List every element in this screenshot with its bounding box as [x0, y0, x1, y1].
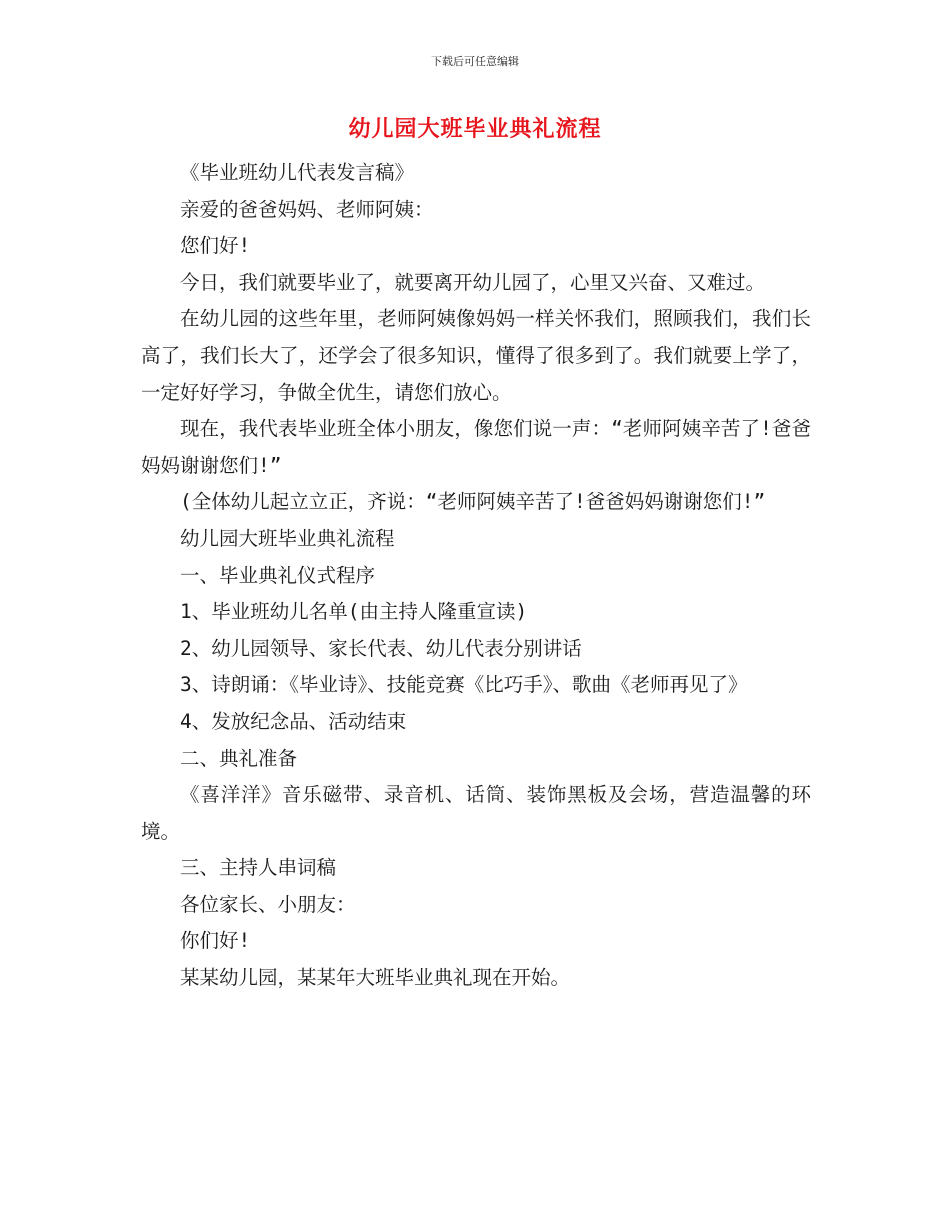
paragraph: 《毕业班幼儿代表发言稿》 — [180, 161, 415, 184]
paragraph: 一、毕业典礼仪式程序 — [180, 563, 376, 587]
paragraph: 亲爱的爸爸妈妈、老师阿姨： — [180, 197, 434, 221]
paragraph: 4、发放纪念品、活动结束 — [180, 709, 407, 733]
paragraph: 2、幼儿园领导、家长代表、幼儿代表分别讲话 — [180, 636, 582, 660]
paragraph: 三、主持人串词稿 — [180, 856, 337, 880]
paragraph: 二、典礼准备 — [180, 746, 298, 770]
paragraph: (全体幼儿起立立正，齐说：“老师阿姨辛苦了!爸爸妈妈谢谢您们!” — [180, 490, 766, 514]
paragraph: 《喜洋洋》音乐磁带、录音机、话筒、装饰黑板及会场，营造温馨的环境。 — [141, 783, 811, 843]
paragraph: 幼儿园大班毕业典礼流程 — [180, 526, 395, 550]
paragraph: 现在，我代表毕业班全体小朋友，像您们说一声：“老师阿姨辛苦了!爸爸妈妈谢谢您们!” — [141, 417, 811, 477]
document-body — [141, 155, 811, 997]
paragraph: 某某幼儿园，某某年大班毕业典礼现在开始。 — [180, 966, 571, 990]
paragraph: 各位家长、小朋友： — [180, 892, 356, 916]
paragraph: 3、诗朗诵：《毕业诗》、技能竞赛《比巧手》、歌曲《老师再见了》 — [180, 673, 748, 697]
paragraph: 在幼儿园的这些年里，老师阿姨像妈妈一样关怀我们，照顾我们，我们长高了，我们长大了，还学会了很多知识，懂得了很多到了。我们就要上学了，一定好好学习，争做全优生，请您们放心。 — [141, 307, 811, 404]
paragraph: 你们好! — [180, 929, 251, 953]
header-note: 下载后可任意编辑 — [431, 55, 519, 68]
document-title: 幼儿园大班毕业典礼流程 — [348, 117, 602, 142]
paragraph: 1、毕业班幼儿名单(由主持人隆重宣读) — [180, 600, 528, 624]
paragraph: 您们好! — [180, 234, 251, 258]
paragraph: 今日，我们就要毕业了，就要离开幼儿园了，心里又兴奋、又难过。 — [180, 270, 766, 294]
